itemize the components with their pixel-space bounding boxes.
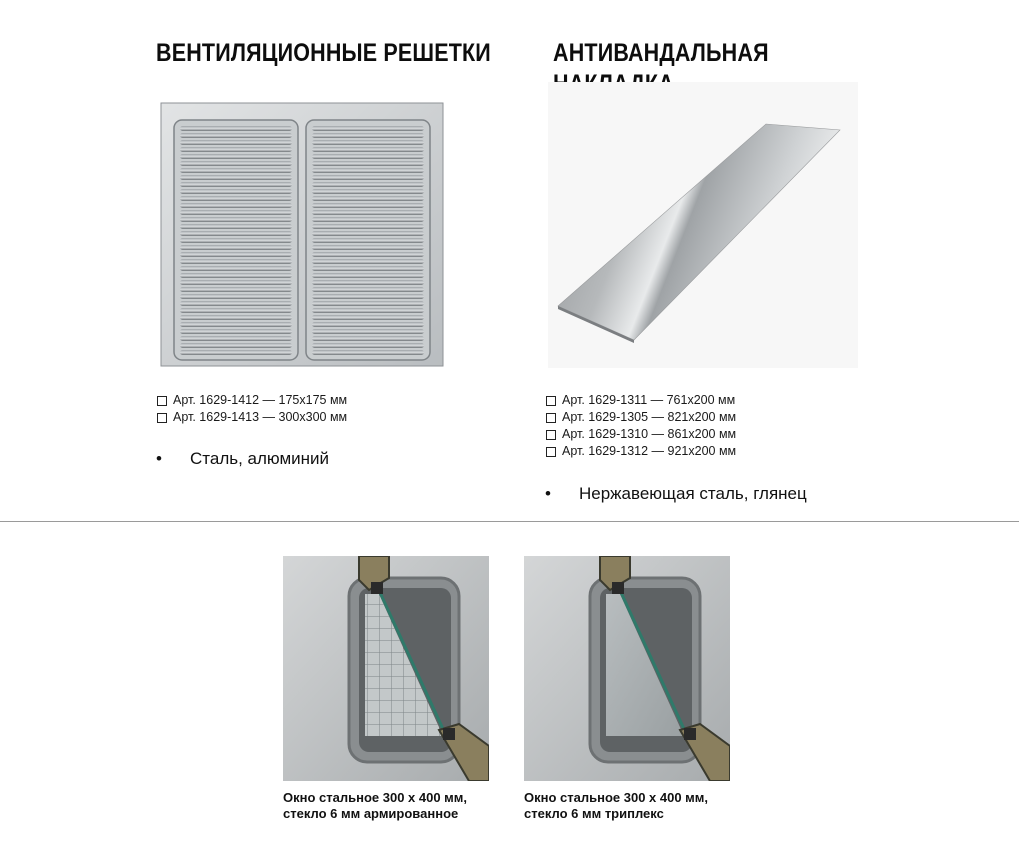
grille-slat: [312, 329, 424, 334]
grille-slat: [312, 217, 424, 222]
grille-slat: [180, 168, 292, 173]
article-item: [157, 409, 347, 426]
caption-line2: стекло 6 мм триплекс: [524, 806, 664, 821]
window-triplex-glass-image: [524, 556, 730, 781]
caption-line1: Окно стальное 300 х 400 мм,: [524, 790, 709, 805]
grille-slat: [180, 308, 292, 313]
article-item: [157, 392, 347, 409]
caption-line2: стекло 6 мм армированное: [283, 806, 459, 821]
section-title-text: ВЕНТИЛЯЦИОННЫЕ РЕШЕТКИ: [156, 39, 491, 67]
checkbox-icon: [546, 413, 556, 423]
caption-line1: Окно стальное 300 х 400 мм,: [283, 790, 468, 805]
grille-slat: [180, 315, 292, 320]
grille-slat: [312, 147, 424, 152]
grille-slat: [312, 308, 424, 313]
article-list-plates: [546, 392, 736, 460]
grille-slat: [312, 175, 424, 180]
grille-slat: [312, 231, 424, 236]
grille-slat: [312, 294, 424, 299]
grille-slat: [312, 126, 424, 131]
bullet-icon: •: [156, 449, 162, 468]
window-reinforced-glass-image: [283, 556, 489, 781]
grille-slat: [312, 266, 424, 271]
grille-slat: [312, 315, 424, 320]
grille-slat: [180, 217, 292, 222]
grille-slat: [180, 133, 292, 138]
checkbox-icon: [157, 413, 167, 423]
checkbox-icon: [546, 447, 556, 457]
article-item: [546, 426, 736, 443]
grille-slat: [312, 273, 424, 278]
grille-slat: [312, 322, 424, 327]
article-text: Арт. 1629-1412 — 175х175 мм: [173, 393, 348, 407]
grille-slat: [180, 350, 292, 355]
article-text: Арт. 1629-1413 — 300х300 мм: [173, 410, 348, 424]
checkbox-icon: [546, 430, 556, 440]
grille-slat: [180, 224, 292, 229]
grille-slat: [180, 266, 292, 271]
grille-slat: [180, 140, 292, 145]
grille-slat: [180, 126, 292, 131]
grille-slat: [312, 133, 424, 138]
grille-slat: [180, 336, 292, 341]
article-item: [546, 443, 736, 460]
grille-slat: [180, 175, 292, 180]
grille-slat: [180, 231, 292, 236]
grille-slat: [180, 245, 292, 250]
grille-slat: [312, 301, 424, 306]
grille-slat: [180, 329, 292, 334]
window-caption-reinforced: [283, 790, 467, 822]
grille-slat: [180, 252, 292, 257]
article-item: [546, 392, 736, 409]
grille-slat: [180, 203, 292, 208]
article-list-grilles: [157, 392, 347, 426]
grille-slat: [180, 280, 292, 285]
grille-slat: [312, 161, 424, 166]
grille-slat: [180, 189, 292, 194]
grille-slat: [312, 336, 424, 341]
grille-slat: [312, 259, 424, 264]
grille-slat: [312, 287, 424, 292]
grille-slat: [180, 210, 292, 215]
section-divider: [0, 521, 1019, 522]
grille-slat: [312, 238, 424, 243]
checkbox-icon: [157, 396, 167, 406]
grille-slat: [312, 210, 424, 215]
grille-slat: [312, 140, 424, 145]
grille-slat: [312, 168, 424, 173]
grille-slat: [312, 245, 424, 250]
grille-slat: [312, 343, 424, 348]
material-text: Сталь, алюминий: [190, 449, 330, 468]
grille-slat: [312, 280, 424, 285]
article-text: Арт. 1629-1312 — 921х200 мм: [562, 444, 737, 458]
grille-slat: [312, 182, 424, 187]
grille-slat: [312, 350, 424, 355]
checkbox-icon: [546, 396, 556, 406]
grille-slat: [180, 161, 292, 166]
grille-slat: [312, 189, 424, 194]
grille-slat: [180, 182, 292, 187]
grille-slat: [312, 252, 424, 257]
section-title-line1: АНТИВАНДАЛЬНАЯ: [553, 39, 769, 67]
article-text: Арт. 1629-1311 — 761х200 мм: [562, 393, 736, 407]
grille-slat: [180, 301, 292, 306]
grille-slat: [312, 224, 424, 229]
grille-slat: [312, 154, 424, 159]
article-item: [546, 409, 736, 426]
grille-slat: [180, 343, 292, 348]
article-text: Арт. 1629-1305 — 821х200 мм: [562, 410, 737, 424]
article-text: Арт. 1629-1310 — 861х200 мм: [562, 427, 737, 441]
grille-slat: [312, 196, 424, 201]
window-caption-triplex: [524, 790, 708, 822]
grille-slat: [180, 294, 292, 299]
grille-slat: [180, 322, 292, 327]
grille-slat: [312, 203, 424, 208]
grille-slat: [180, 273, 292, 278]
grille-slat: [180, 287, 292, 292]
material-bullet-plates: [545, 484, 807, 504]
section-title-ventilation-grilles: [156, 38, 491, 69]
bullet-icon: •: [545, 484, 551, 503]
material-text: Нержавеющая сталь, глянец: [579, 484, 807, 503]
ventilation-grille-image: [160, 102, 444, 367]
grille-slat: [180, 147, 292, 152]
grille-slat: [180, 196, 292, 201]
antivandal-plate-image: [548, 82, 858, 368]
material-bullet-grilles: [156, 449, 329, 469]
grille-slat: [180, 238, 292, 243]
grille-slat: [180, 259, 292, 264]
grille-slat: [180, 154, 292, 159]
